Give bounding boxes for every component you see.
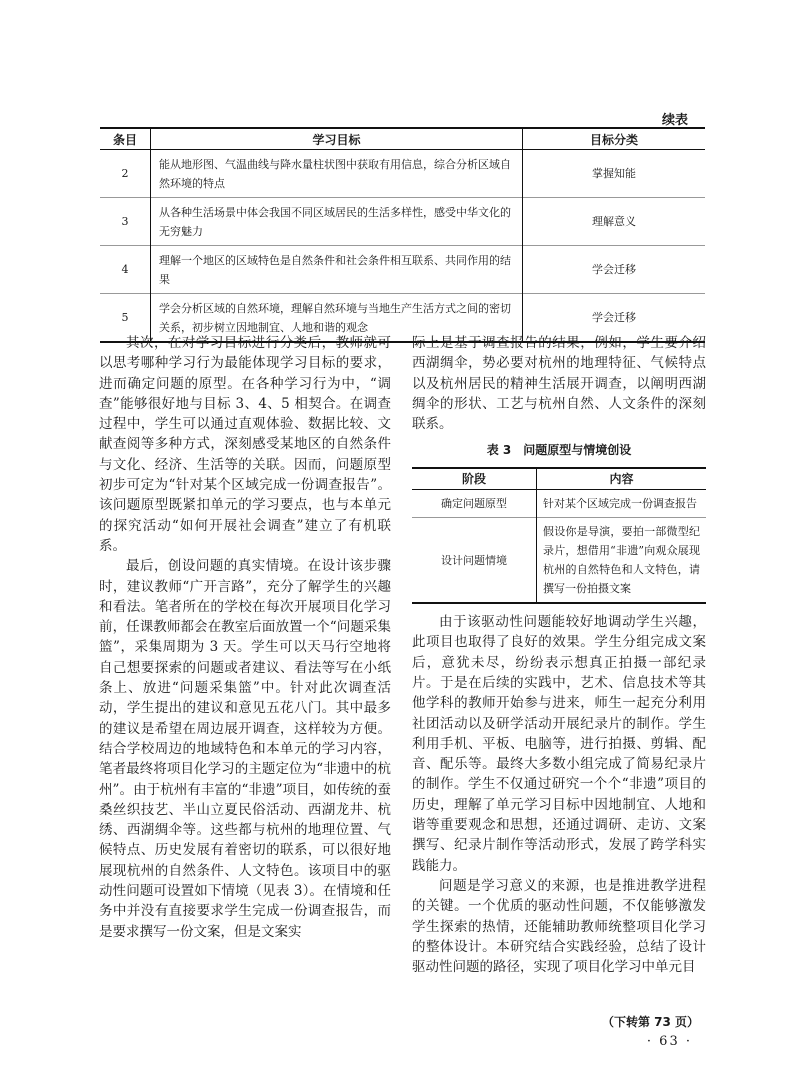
row-goal: 能从地形图、气温曲线与降水量柱状图中获取有用信息，综合分析区域自然环境的特点 (151, 150, 523, 198)
table-row (100, 246, 705, 294)
continued-table-label: 续表 (661, 113, 688, 128)
row-category: 理解意义 (523, 198, 706, 246)
table-row (412, 490, 706, 518)
row-category: 掌握知能 (523, 150, 706, 198)
row-number: 4 (100, 246, 151, 294)
header-content: 内容 (537, 468, 707, 490)
row-stage: 设计问题情境 (412, 518, 537, 604)
row-content: 假设你是导演，要拍一部微型纪录片，想借用“非遗”向观众展现杭州的自然特色和人文特色，请撰写一份拍摄文案 (537, 518, 707, 604)
paragraph: 际上是基于调查报告的结果，例如，学生要介绍西湖绸伞，势必要对杭州的地理特征、气候特点以及杭州居民的精神生活展开调查，以阐明西湖绸伞的形状、工艺与杭州自然、人文条件的深刻联系。 (412, 335, 706, 433)
row-number: 3 (100, 198, 151, 246)
right-column (412, 333, 706, 977)
header-item: 条目 (100, 128, 151, 150)
learning-goals-table (100, 127, 705, 343)
row-stage: 确定问题原型 (412, 490, 537, 518)
paragraph: 由于该驱动性问题能较好地调动学生兴趣，此项目也取得了良好的效果。学生分组完成文案后，意犹未尽，纷纷表示想真正拍摄一部纪录片。于是在后续的实践中，艺术、信息技术等其他学科的教师开始参与进来，师生一起充分利用社团活动以及研学活动开展纪录片的制作。学生利用手机、平板、电脑等，进行拍摄、剪辑、配音、配乐等。最终大多数小组完成了简易纪录片的制作。学生不仅通过研究一个个“非遗”项目的历史，理解了单元学习目标中因地制宜、人地和谐等重要观念和思想，还通过调研、走访、文案撰写、纪录片制作等活动形式，发展了跨学科实践能力。 (412, 614, 706, 874)
row-category: 学会迁移 (523, 246, 706, 294)
paragraph: 其次，在对学习目标进行分类后，教师就可以思考哪种学习行为最能体现学习目标的要求，进而确定问题的原型。在各种学习行为中，“调查”能够很好地与目标 3、4、5 相契合。在调查过程中，学生可以通过直观体验、数据比较、文献查阅等多种方式，深刻感受某地区的自然条件与文化、经济、生活等的关联。因而，问题原型初步可定为“针对某个区域完成一份调查报告”。该问题原型既紧扣单元的学习要点，也与本单元的探究活动“如何开展社会调查”建立了有机联系。 (99, 335, 391, 554)
row-goal: 从各种生活场景中体会我国不同区域居民的生活多样性，感受中华文化的无穷魅力 (151, 198, 523, 246)
left-column (99, 333, 391, 942)
row-category: 学会迁移 (523, 294, 706, 343)
row-goal: 学会分析区域的自然环境，理解自然环境与当地生产生活方式之间的密切关系，初步树立因地制宜、人地和谐的观念 (151, 294, 523, 343)
table-row (100, 198, 705, 246)
paragraph: 最后，创设问题的真实情境。在设计该步骤时，建议教师“广开言路”，充分了解学生的兴趣和看法。笔者所在的学校在每次开展项目化学习前，任课教师都会在教室后面放置一个“问题采集篮”，采集周期为 3 天。学生可以天马行空地将自己想要探索的问题或者建议、看法等写在小纸条上、放进“问题采集篮”中。针对此次调查活动，学生提出的建议和意见五花八门。其中最多的建议是希望在周边展开调查，这样较为方便。结合学校周边的地域特色和本单元的学习内容，笔者最终将项目化学习的主题定位为“非遗中的杭州”。由于杭州有丰富的“非遗”项目，如传统的蚕桑丝织技艺、半山立夏民俗活动、西湖龙井、杭绣、西湖绸伞等。这些都与杭州的地理位置、气候特点、历史发展有着密切的联系，可以很好地展现杭州的自然条件、人文特色。该项目中的驱动性问题可设置如下情境（见表 3）。在情境和任务中并没有直接要求学生完成一份调查报告，而是要求撰写一份文案，但是文案实 (99, 558, 391, 940)
row-goal: 理解一个地区的区域特色是自然条件和社会条件相互联系、共同作用的结果 (151, 246, 523, 294)
paragraph: 问题是学习意义的来源，也是推进教学进程的关键。一个优质的驱动性问题，不仅能够激发学生探索的热情，还能辅助教师统整项目化学习的整体设计。本研究结合实践经验，总结了设计驱动性问题的路径，实现了项目化学习中单元目 (412, 877, 706, 976)
header-category: 目标分类 (523, 128, 706, 150)
table-3-title: 表 3 问题原型与情境创设 (486, 443, 632, 458)
table-row (100, 150, 705, 198)
header-goal: 学习目标 (151, 128, 523, 150)
table-row (412, 518, 706, 604)
header-stage: 阶段 (412, 468, 537, 490)
table-3 (412, 467, 706, 604)
row-number: 5 (100, 294, 151, 343)
row-content: 针对某个区域完成一份调查报告 (537, 490, 707, 518)
page-number: · 63 · (646, 1034, 692, 1049)
row-number: 2 (100, 150, 151, 198)
continued-on-note: （下转第 73 页） (601, 1015, 699, 1029)
